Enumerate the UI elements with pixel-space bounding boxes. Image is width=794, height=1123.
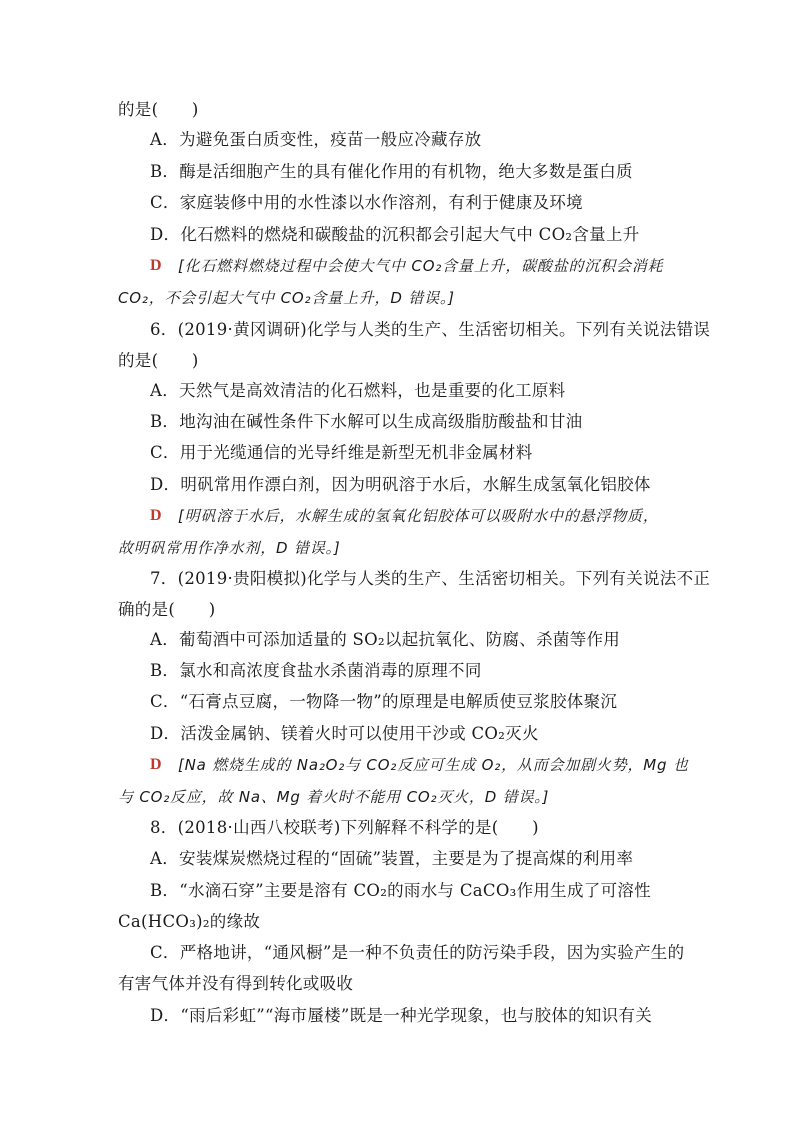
answer-key: D <box>150 507 162 524</box>
option-or-question-line: D．活泼金属钠、镁着火时可以使用干沙或 CO₂灭火 <box>150 724 539 743</box>
answer-explanation-line: 故明矾常用作净水剂，D 错误。] <box>118 539 341 557</box>
question-text-line: 的是( ) <box>118 100 199 119</box>
option-or-question-line: C．严格地讲，“通风橱”是一种不负责任的防污染手段，因为实验产生的 <box>150 943 685 962</box>
option-or-question-line: 7．(2019·贵阳模拟)化学与人类的生产、生活密切相关。下列有关说法不正 <box>150 569 711 588</box>
option-or-question-line: A．天然气是高效清洁的化石燃料，也是重要的化工原料 <box>150 381 566 400</box>
question-text-line: 的是( ) <box>118 351 199 370</box>
answer-explanation-line: [明矾溶于水后，水解生成的氢氧化铝胶体可以吸附水中的悬浮物质， <box>178 507 659 525</box>
answer-explanation-line: 与 CO₂反应，故 Na、Mg 着火时不能用 CO₂灭火，D 错误。] <box>118 788 550 806</box>
option-or-question-line: A．为避免蛋白质变性，疫苗一般应冷藏存放 <box>150 130 482 149</box>
option-or-question-line: C．家庭装修中用的水性漆以水作溶剂，有利于健康及环境 <box>150 193 583 212</box>
answer-explanation-line: [化石燃料燃烧过程中会使大气中 CO₂含量上升，碳酸盐的沉积会消耗 <box>178 257 664 275</box>
question-text-line: 有害气体并没有得到转化或吸收 <box>118 974 354 993</box>
answer-key: D <box>150 756 162 773</box>
option-or-question-line: D．“雨后彩虹”“海市蜃楼”既是一种光学现象，也与胶体的知识有关 <box>150 1006 653 1025</box>
option-or-question-line: B．氯水和高浓度食盐水杀菌消毒的原理不同 <box>150 661 482 680</box>
option-or-question-line: C．用于光缆通信的光导纤维是新型无机非金属材料 <box>150 443 533 462</box>
answer-explanation-line: [Na 燃烧生成的 Na₂O₂与 CO₂反应可生成 O₂，从而会加剧火势，Mg 也 <box>178 756 689 774</box>
option-or-question-line: C．“石膏点豆腐，一物降一物”的原理是电解质使豆浆胶体聚沉 <box>150 692 618 711</box>
option-or-question-line: 6．(2019·黄冈调研)化学与人类的生产、生活密切相关。下列有关说法错误 <box>150 320 711 339</box>
question-text-line: 确的是( ) <box>118 600 216 619</box>
option-or-question-line: B．酶是活细胞产生的具有催化作用的有机物，绝大多数是蛋白质 <box>150 162 633 181</box>
option-or-question-line: A．葡萄酒中可添加适量的 SO₂以起抗氧化、防腐、杀菌等作用 <box>150 630 621 649</box>
answer-explanation-line: CO₂，不会引起大气中 CO₂含量上升，D 错误。] <box>118 289 455 307</box>
answer-key: D <box>150 257 162 274</box>
question-text-line: Ca(HCO₃)₂的缘故 <box>118 912 261 931</box>
option-or-question-line: B．“水滴石穿”主要是溶有 CO₂的雨水与 CaCO₃作用生成了可溶性 <box>150 881 651 900</box>
option-or-question-line: D．明矾常用作漂白剂，因为明矾溶于水后，水解生成氢氧化铝胶体 <box>150 475 651 494</box>
option-or-question-line: A．安装煤炭燃烧过程的“固硫”装置，主要是为了提高煤的利用率 <box>150 849 634 868</box>
option-or-question-line: B．地沟油在碱性条件下水解可以生成高级脂肪酸盐和甘油 <box>150 412 583 431</box>
option-or-question-line: D．化石燃料的燃烧和碳酸盐的沉积都会引起大气中 CO₂含量上升 <box>150 225 640 244</box>
option-or-question-line: 8．(2018·山西八校联考)下列解释不科学的是( ) <box>150 818 539 837</box>
